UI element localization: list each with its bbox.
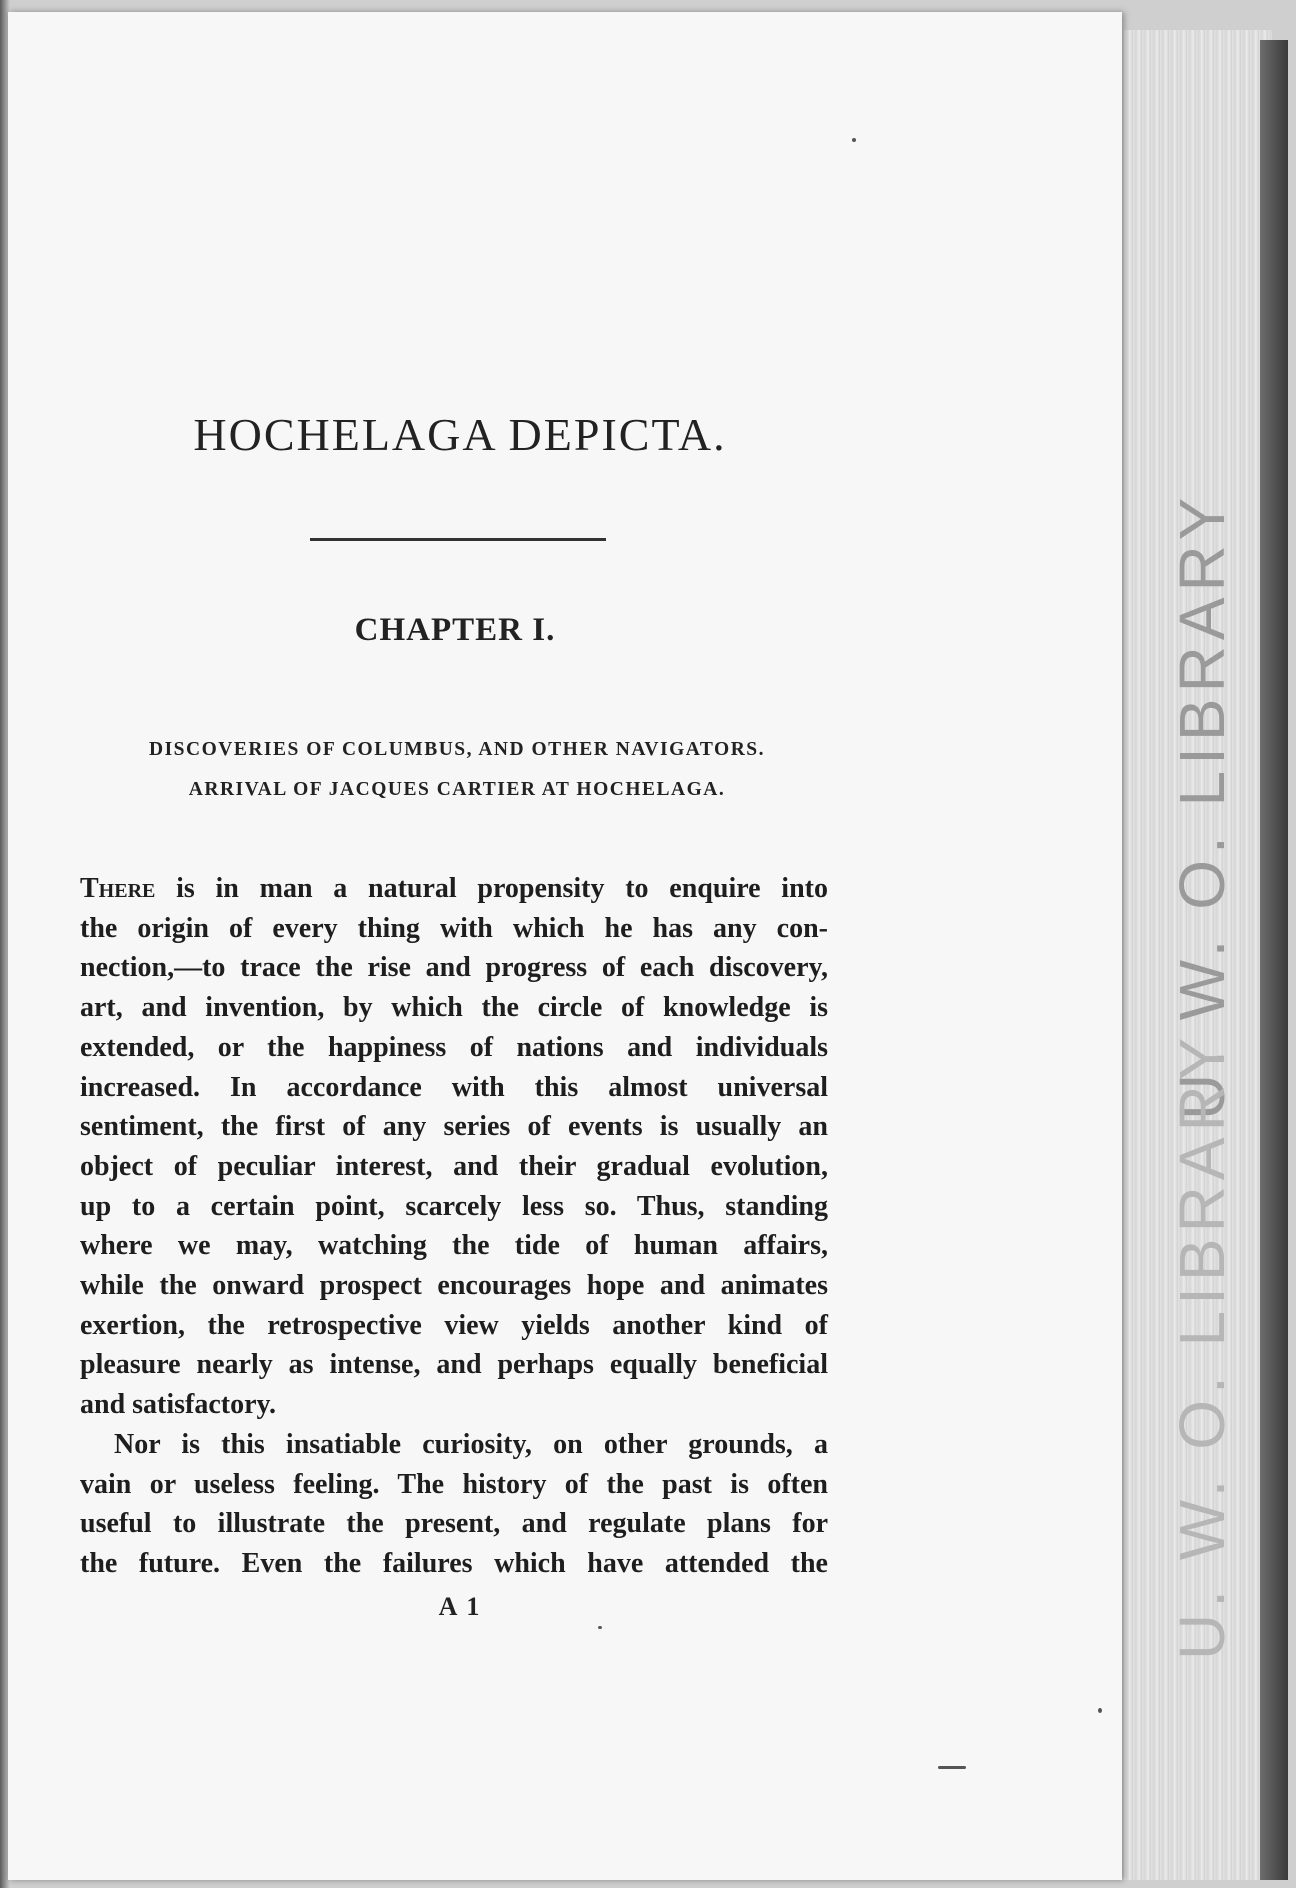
text-line: up to a certain point, scarcely less so. Thus, standing [80,1190,828,1222]
text-line: Nor is this insatiable curiosity, on other grounds, a [114,1428,828,1460]
text-line: the future. Even the failures which have attended the [80,1547,828,1579]
scan-speck [598,1626,602,1629]
text-line: vain or useless feeling. The history of the past is often [80,1468,828,1500]
scan-speck [1098,1708,1102,1713]
text-line: nection,—to trace the rise and progress of each discovery, [80,952,828,984]
text-line: sentiment, the first of any series of events is usually an [80,1111,828,1143]
text-line: object of peculiar interest, and their gradual evolution, [80,1150,828,1182]
text-line: while the onward prospect encourages hope and animates [80,1270,828,1302]
summary-line: ARRIVAL OF JACQUES CARTIER AT HOCHELAGA. [188,779,726,800]
first-line-rest: is in man a natural propensity to enquire into [155,873,828,904]
body-text [80,869,828,1584]
text-line: where we may, watching the tide of human affairs, [80,1230,828,1262]
text-line: increased. In accordance with this almost universal [80,1071,828,1103]
text-line: pleasure nearly as intense, and perhaps equally beneficial [80,1349,828,1381]
text-line: exertion, the retrospective view yields another kind of [80,1309,828,1341]
text-line: art, and invention, by which the circle of knowledge is [80,992,828,1024]
signature-mark: A 1 [438,1592,482,1621]
library-stamp: U. W. O. LIBRARY [1166,491,1238,1120]
chapter-summary [72,730,842,810]
text-line: useful to illustrate the present, and regulate plans for [80,1508,828,1540]
scan-speck [852,138,856,142]
chapter-heading: CHAPTER I. [354,612,556,648]
scan-speck [938,1766,966,1769]
library-stamp-faded: U. W. O. LIBRARY [1166,1031,1238,1660]
book-spine [1260,40,1288,1880]
title-rule [310,538,606,541]
book-title: HOCHELAGA DEPICTA. [193,409,727,460]
summary-line: DISCOVERIES OF COLUMBUS, AND OTHER NAVIGATORS. [148,739,765,760]
text-line [80,869,828,909]
dropcap-word: There [80,873,156,904]
text-line: extended, or the happiness of nations and individuals [80,1031,828,1063]
text-line: the origin of every thing with which he has any con- [80,912,828,944]
text-line: and satisfactory. [80,1389,276,1421]
